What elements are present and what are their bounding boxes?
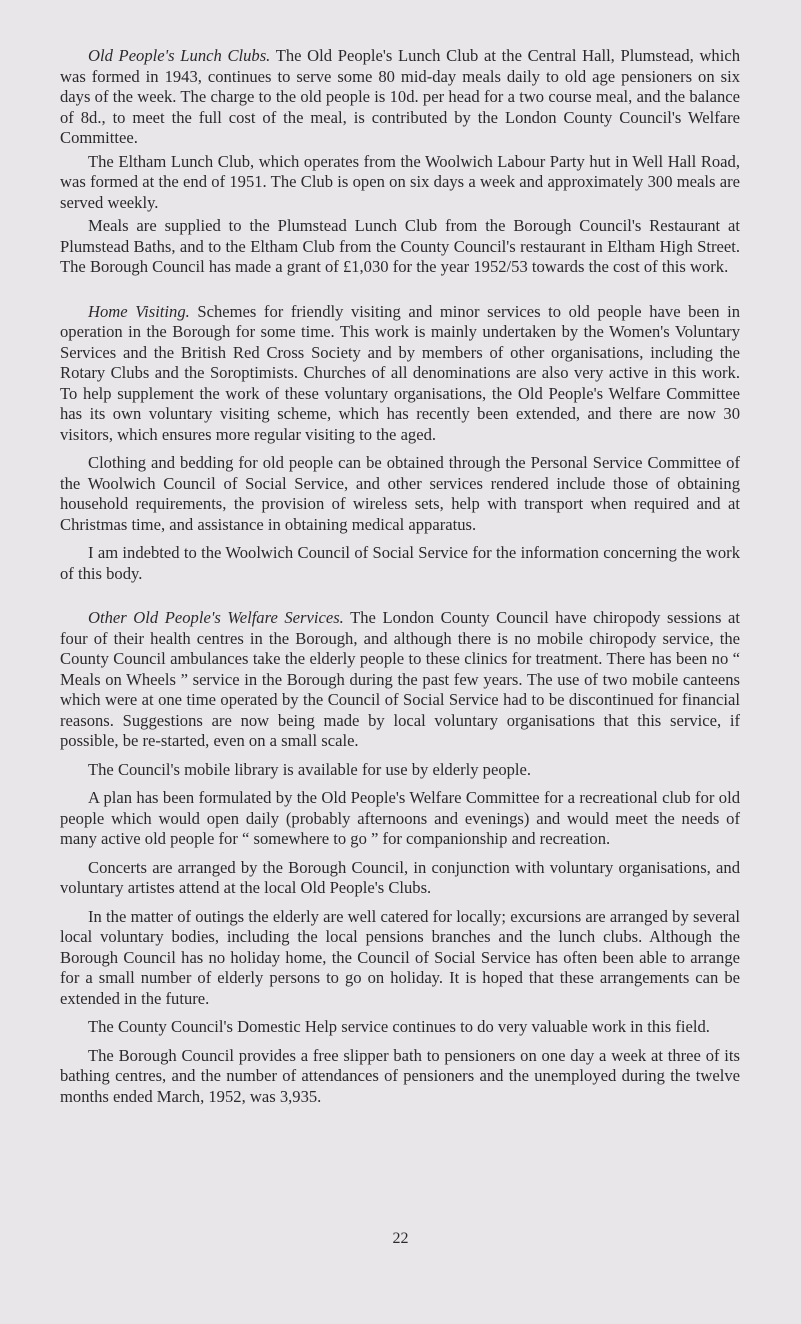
lunch-clubs-paragraph-3: Meals are supplied to the Plumstead Lunch Club from the Borough Council's Restaurant at Plumstead Baths, and to the Eltham Club from the County Council's restaurant in Eltham High Street. The Borough Council has made a grant of £1,030 for the year 1952/53 towards the cost of this work. (60, 216, 740, 276)
lunch-clubs-paragraph-2: The Eltham Lunch Club, which operates from the Woolwich Labour Party hut in Well Hall Road, was formed at the end of 1951. The Club is open on six days a week and approximately 300 meals are served weekly. (60, 151, 740, 212)
other-services-paragraph-2: The Council's mobile library is available for use by elderly people. (88, 759, 532, 779)
other-services-paragraph-7: The Borough Council provides a free slipper bath to pensioners on one day a week at three of its bathing centres, and the number of attendances of pensioners and the unemployed during the twelve months ended March, 1952, was 3,935. (60, 1045, 740, 1106)
other-services-paragraph-3: A plan has been formulated by the Old People's Welfare Committee for a recreational club for old people which would open daily (probably afternoons and evenings) and would meet the needs of many active old people for “ somewhere to go ” for companionship and recreation. (60, 788, 740, 848)
page-body (60, 46, 740, 1107)
other-services-paragraph-6: The County Council's Domestic Help service continues to do very valuable work in this field. (88, 1017, 710, 1036)
lunch-clubs-paragraph-1: Old People's Lunch Clubs. The Old People's Lunch Club at the Central Hall, Plumstead, which was formed in 1943, continues to serve some 80 mid-day meals daily to old age pensioners on six days of the week. The charge to the old people is 10d. per head for a two course meal, and the balance of 8d., to meet the full cost of the meal, is contributed by the London County Council's Welfare Committee. (60, 46, 741, 147)
home-visiting-paragraph-3: I am indebted to the Woolwich Council of Social Service for the information concerning the work of this body. (60, 543, 740, 583)
section-heading-other-services: Other Old People's Welfare Services. (88, 608, 344, 627)
page-number: 22 (392, 1230, 409, 1247)
section-heading-lunch-clubs: Old People's Lunch Clubs. (88, 46, 271, 65)
other-services-paragraph-4: Concerts are arranged by the Borough Council, in conjunction with voluntary organisations, and voluntary artistes attend at the local Old People's Clubs. (60, 857, 740, 897)
home-visiting-paragraph-1: Home Visiting. Schemes for friendly visiting and minor services to old people have been in operation in the Borough for some time. This work is mainly undertaken by the Women's Voluntary Services and the British Red Cross Society and by members of other organisations, including the Rotary Clubs and the Soroptimists. Churches of all denominations are also very active in this work. To help supplement the work of these voluntary organisations, the Old People's Welfare Committee has its own voluntary visiting scheme, which has recently been extended, and there are now 30 visitors, which ensures more regular visiting to the aged. (60, 301, 740, 444)
other-services-paragraph-5: In the matter of outings the elderly are well catered for locally; excursions are arranged by several local voluntary bodies, including the local pensions branches and the lunch clubs. Although the Borough Council has no holiday home, the Council of Social Service has often been able to arrange for a small number of elderly persons to go on holiday. It is hoped that these arrangements can be extended in the future. (60, 906, 740, 1008)
home-visiting-paragraph-2: Clothing and bedding for old people can be obtained through the Personal Service Committee of the Woolwich Council of Social Service, and other services rendered include those of obtaining household requirements, the provision of wireless sets, help with transport when required and at Christmas time, and assistance in obtaining medical apparatus. (60, 453, 740, 534)
section-heading-home-visiting: Home Visiting. (88, 301, 190, 321)
other-services-paragraph-1: Other Old People's Welfare Services. The London County Council have chiropody sessions at four of their health centres in the Borough, and although there is no mobile chiropody service, the County Council ambulances take the elderly people to these clinics for treatment. There has been no “ Meals on Wheels ” service in the Borough during the past few years. The use of two mobile canteens which were at one time operated by the Council of Social Service had to be discontinued for financial reasons. Suggestions are now being made by local voluntary organisations that this service, if possible, be re-started, even on a small scale. (60, 608, 740, 750)
